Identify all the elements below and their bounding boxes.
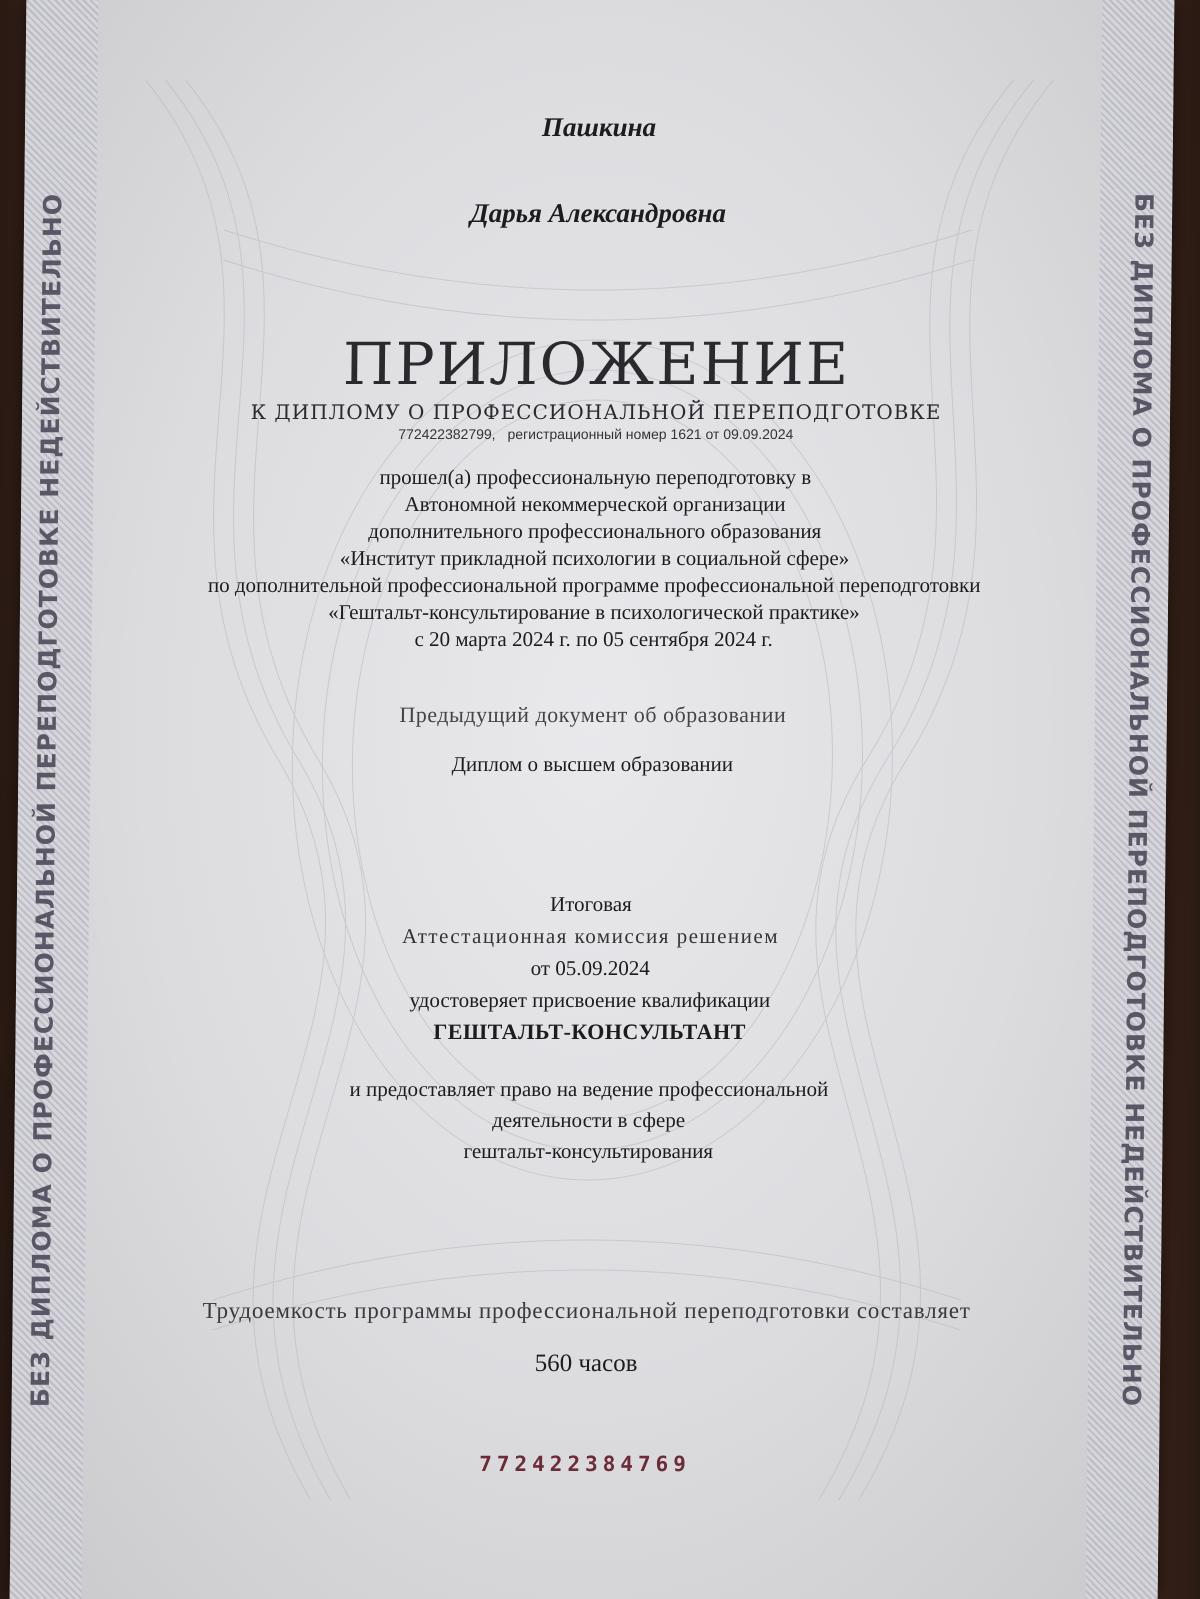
training-line: «Институт прикладной психологии в социальной сфере» (339, 546, 850, 570)
right-border-text: БЕЗ ДИПЛОМА О ПРОФЕССИОНАЛЬНОЙ ПЕРЕПОДГОТОВКЕ НЕДЕЙСТВИТЕЛЬНО (1116, 192, 1159, 1407)
attestation-block (105, 888, 1075, 1048)
document-title: ПРИЛОЖЕНИЕ (342, 330, 851, 398)
training-line: Автономной некоммерческой организации (404, 492, 786, 516)
rights-line: деятельности в сфере (492, 1108, 686, 1132)
rights-line: и предоставляет право на ведение профессиональной (349, 1077, 829, 1101)
document-content (10, 0, 1175, 1599)
diploma-number: 772422382799, (398, 426, 496, 442)
training-line: прошел(а) профессиональную переподготовку в (379, 465, 812, 489)
previous-education-document: Диплом о высшем образовании (451, 752, 734, 776)
registration-text: регистрационный номер 1621 от 09.09.2024 (507, 426, 794, 442)
serial-number: 772422384769 (479, 1452, 692, 1476)
workload-label: Трудоемкость программы профессиональной переподготовки составляет (202, 1298, 971, 1323)
training-details (110, 464, 1080, 653)
previous-education-label: Предыдущий документ об образовании (399, 702, 787, 727)
training-line: по дополнительной профессиональной программе профессиональной переподготовки (207, 573, 981, 597)
rights-block (104, 1074, 1073, 1167)
training-line: дополнительного профессионального образования (368, 519, 822, 543)
attestation-line: удостоверяет присвоение квалификации (409, 988, 771, 1012)
attestation-line: Аттестационная комиссия решением (401, 924, 780, 948)
training-line: с 20 марта 2024 г. по 05 сентября 2024 г. (414, 627, 773, 651)
attestation-date: от 05.09.2024 (530, 956, 650, 980)
holder-surname: Пашкина (541, 112, 657, 142)
workload-value: 560 часов (534, 1350, 638, 1377)
document-subtitle: К ДИПЛОМУ О ПРОФЕССИОНАЛЬНОЙ ПЕРЕПОДГОТОВКЕ (250, 400, 942, 424)
registration-line (112, 426, 1080, 442)
qualification: ГЕШТАЛЬТ-КОНСУЛЬТАНТ (433, 1019, 746, 1044)
attestation-line: Итоговая (549, 892, 632, 916)
training-line: «Гештальт-консультирование в психологической практике» (328, 600, 860, 624)
diploma-supplement-sheet (10, 0, 1175, 1599)
holder-given-names: Дарья Александровна (470, 198, 727, 228)
left-border-text: БЕЗ ДИПЛОМА О ПРОФЕССИОНАЛЬНОЙ ПЕРЕПОДГОТОВКЕ НЕДЕЙСТВИТЕЛЬНО (25, 192, 68, 1407)
rights-line: гештальт-консультирования (463, 1139, 714, 1163)
